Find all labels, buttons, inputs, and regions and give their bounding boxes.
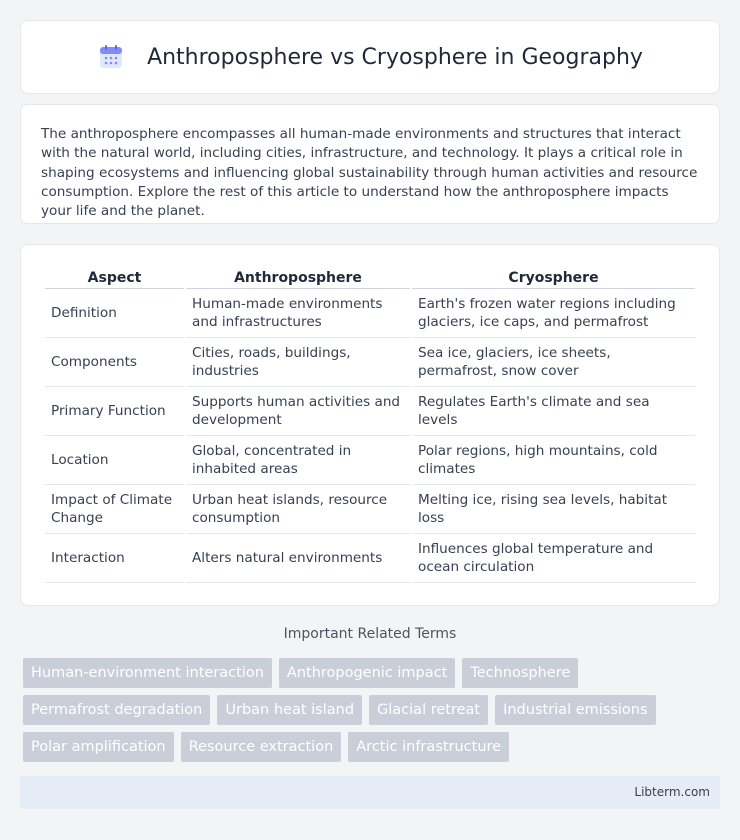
table-cell: Human-made environments and infrastructures — [186, 289, 410, 338]
comparison-table-card — [20, 244, 720, 606]
table-row — [45, 534, 695, 583]
table-cell: Primary Function — [45, 387, 184, 436]
tag-row — [23, 695, 723, 725]
column-header: Anthroposphere — [186, 265, 410, 289]
table-cell: Alters natural environments — [186, 534, 410, 583]
table-cell: Influences global temperature and ocean circulation — [412, 534, 695, 583]
table-cell: Global, concentrated in inhabited areas — [186, 436, 410, 485]
column-header: Aspect — [45, 265, 184, 289]
related-term-tag[interactable]: Polar amplification — [23, 732, 174, 762]
table-cell: Melting ice, rising sea levels, habitat loss — [412, 485, 695, 534]
table-header-row — [45, 265, 695, 289]
related-term-tag[interactable]: Urban heat island — [217, 695, 362, 725]
footer-link[interactable]: Libterm.com — [634, 785, 710, 799]
related-term-tag[interactable]: Industrial emissions — [495, 695, 655, 725]
table-cell: Cities, roads, buildings, industries — [186, 338, 410, 387]
related-term-tag[interactable]: Arctic infrastructure — [348, 732, 509, 762]
table-cell: Supports human activities and development — [186, 387, 410, 436]
table-row — [45, 485, 695, 534]
table-cell: Impact of Climate Change — [45, 485, 184, 534]
table-row — [45, 387, 695, 436]
comparison-table — [43, 265, 697, 583]
table-cell: Regulates Earth's climate and sea levels — [412, 387, 695, 436]
table-cell: Polar regions, high mountains, cold climates — [412, 436, 695, 485]
related-term-tag[interactable]: Resource extraction — [181, 732, 342, 762]
tag-row — [23, 732, 723, 762]
table-cell: Interaction — [45, 534, 184, 583]
table-row — [45, 436, 695, 485]
table-cell: Components — [45, 338, 184, 387]
intro-card — [20, 104, 720, 224]
related-term-tag[interactable]: Technosphere — [462, 658, 578, 688]
table-row — [45, 338, 695, 387]
tag-row — [23, 658, 723, 688]
table-cell: Earth's frozen water regions including glaciers, ice caps, and permafrost — [412, 289, 695, 338]
intro-text: The anthroposphere encompasses all human-made environments and structures that interact with the natural world, including cities, infrastructure, and technology. It plays a critical role in shaping ecosystems and influencing global sustainability through human activities and resource consumption. Explore the rest of this article to understand how the anthroposphere impacts your life and the planet. — [41, 126, 698, 220]
related-terms-title: Important Related Terms — [283, 626, 457, 642]
table-cell: Urban heat islands, resource consumption — [186, 485, 410, 534]
related-term-tag[interactable]: Permafrost degradation — [23, 695, 210, 725]
footer — [20, 776, 720, 809]
related-terms — [23, 658, 723, 769]
related-term-tag[interactable]: Anthropogenic impact — [279, 658, 455, 688]
table-cell: Definition — [45, 289, 184, 338]
related-term-tag[interactable]: Human-environment interaction — [23, 658, 272, 688]
calendar-icon — [97, 43, 125, 71]
table-cell: Location — [45, 436, 184, 485]
related-term-tag[interactable]: Glacial retreat — [369, 695, 488, 725]
column-header: Cryosphere — [412, 265, 695, 289]
table-row — [45, 289, 695, 338]
title-card — [20, 20, 720, 94]
table-cell: Sea ice, glaciers, ice sheets, permafrost, snow cover — [412, 338, 695, 387]
page-title: Anthroposphere vs Cryosphere in Geography — [147, 44, 643, 70]
